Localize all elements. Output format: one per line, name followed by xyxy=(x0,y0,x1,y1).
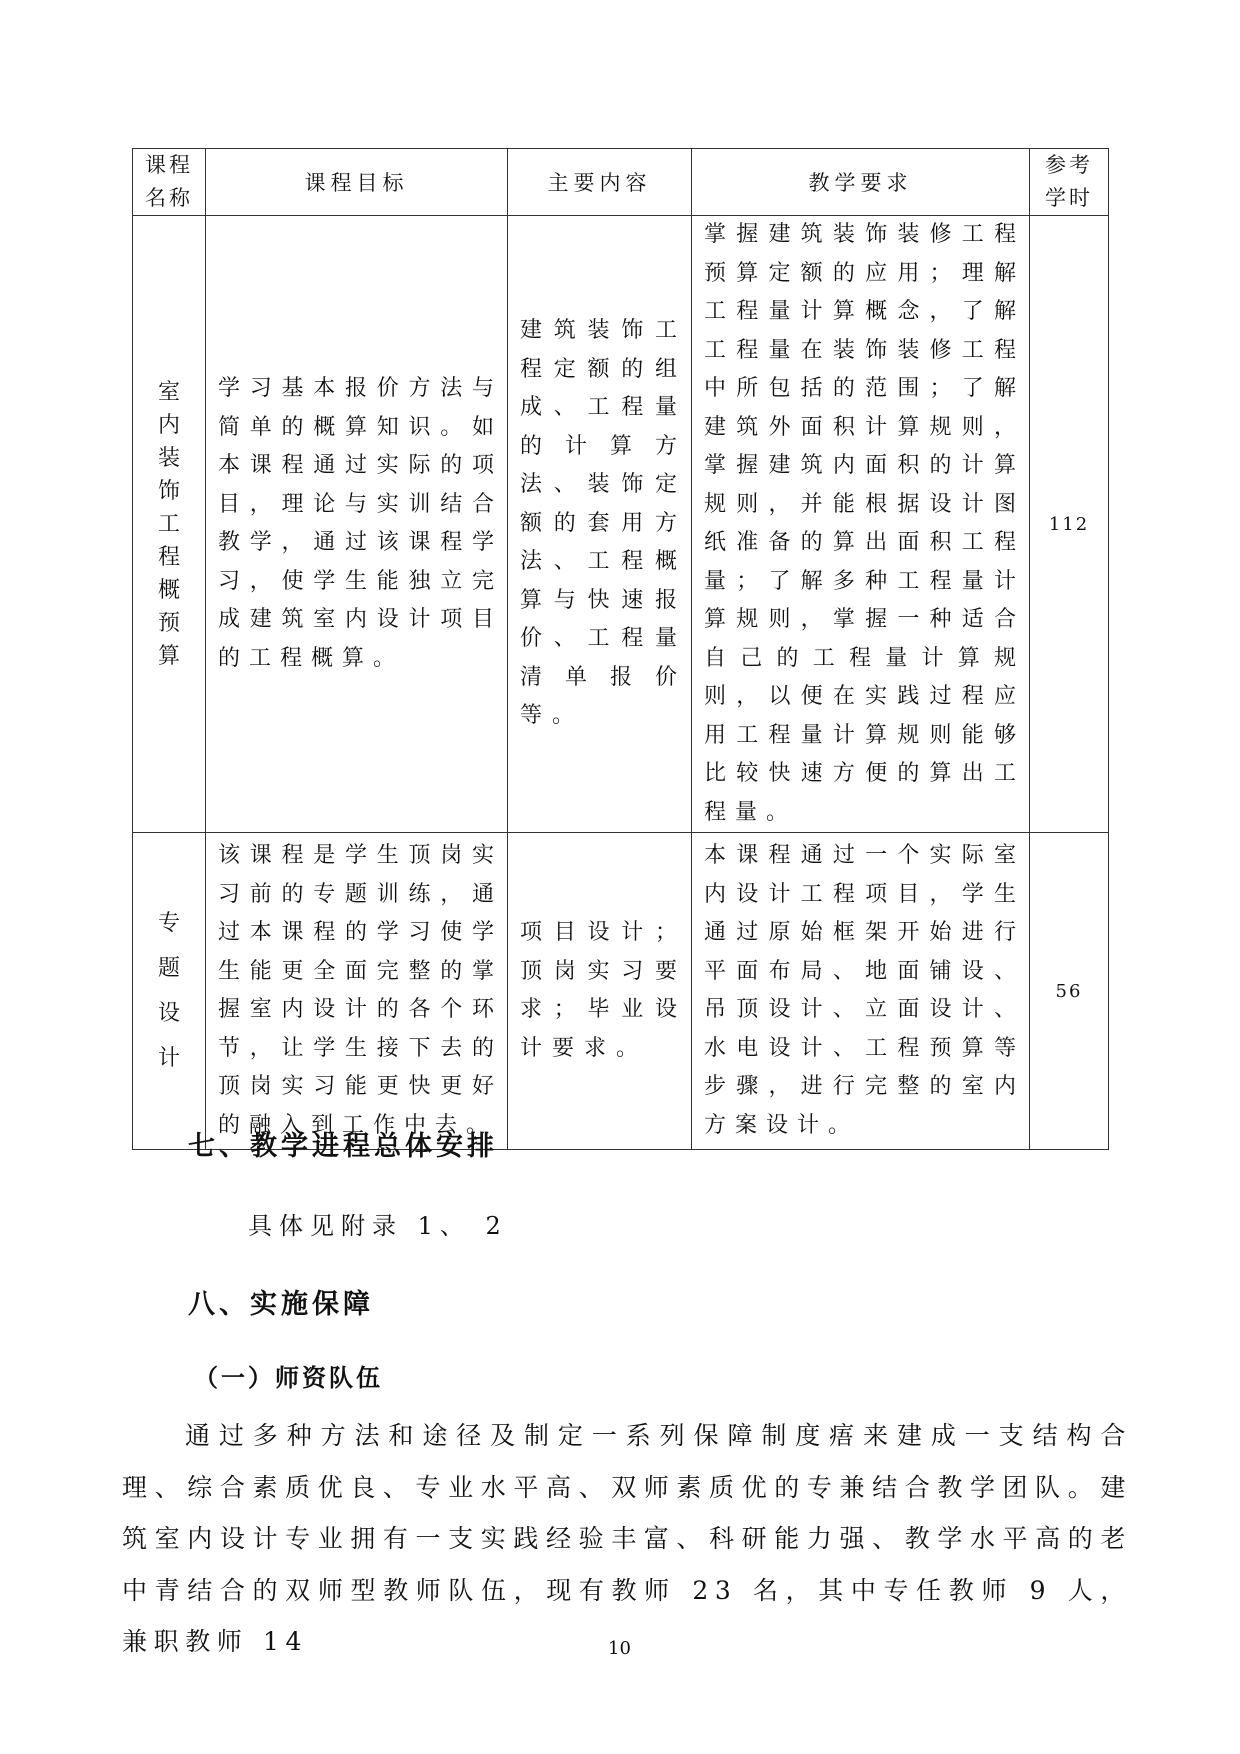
header-course-name-line1: 课程 xyxy=(145,153,193,177)
course-table xyxy=(132,148,1109,1150)
course-requirement-text: 掌握建筑装饰装修工程预算定额的应用；理解工程量计算概念，了解工程量在装饰装修工程中所包括的范围；了解建筑外面积计算规则，掌握建筑内面积的计算规则，并能根据设计图纸准备的算出面积工程量；了解多种工程量计算规则，掌握一种适合自己的工程量计算规则，以便在实践过程应用工程量计算规则能够比较快速方便的算出工程量。 xyxy=(704,222,1025,825)
course-name-char: 装 xyxy=(157,445,180,471)
course-name-char: 内 xyxy=(157,412,180,438)
course-name-cell xyxy=(133,216,206,833)
course-requirement-cell xyxy=(692,216,1030,833)
section-7-text: 具体见附录 1、 2 xyxy=(248,1212,508,1240)
header-hours xyxy=(1030,149,1109,216)
course-name-cell xyxy=(133,833,206,1150)
course-goal-text: 该课程是学生顶岗实习前的专题训练，通过本课程的学习使学生能更全面完整的掌握室内设计的各个环节，让学生接下去的顶岗实习能更快更好的融入到工作中去。 xyxy=(218,843,503,1138)
course-content-cell xyxy=(508,833,692,1150)
course-name-char: 专 xyxy=(157,911,180,936)
header-content: 主要内容 xyxy=(508,149,692,216)
course-name-char: 算 xyxy=(157,643,180,669)
course-requirement-text: 本课程通过一个实际室内设计工程项目，学生通过原始框架开始进行平面布局、地面铺设、吊顶设计、立面设计、水电设计、工程预算等步骤，进行完整的室内方案设计。 xyxy=(704,843,1025,1138)
header-goal: 课程目标 xyxy=(206,149,508,216)
course-name-char: 工 xyxy=(157,511,180,537)
course-goal-text: 学习基本报价方法与简单的概算知识。如本课程通过实际的项目，理论与实训结合教学，通过该课程学习，使学生能独立完成建筑室内设计项目的工程概算。 xyxy=(218,376,503,671)
table-header-row xyxy=(133,149,1109,216)
course-content-cell xyxy=(508,216,692,833)
course-name-char: 程 xyxy=(157,544,180,570)
course-requirement-cell xyxy=(692,833,1030,1150)
table-row xyxy=(133,833,1109,1150)
course-name-char: 饰 xyxy=(157,478,180,504)
course-content-text: 建筑装饰工程定额的组成、工程量的计算方法、装饰定额的套用方法、工程概算与快速报价、工程量清单报价等。 xyxy=(520,318,687,729)
course-name-vertical xyxy=(133,901,205,1081)
header-requirement: 教学要求 xyxy=(692,149,1030,216)
course-name-char: 计 xyxy=(157,1046,180,1071)
section-8-paragraph: 通过多种方法和途径及制定一系列保障制度痦来建成一支结构合理、综合素质优良、专业水平高、双师素质优的专兼结合教学团队。建筑室内设计专业拥有一支实践经验丰富、科研能力强、教学水平高的老中青结合的双师型教师队伍，现有教师 23 名，其中专任教师 9 人，兼职教师 14 xyxy=(122,1421,1132,1657)
header-hours-line1: 参考 xyxy=(1045,153,1093,177)
page-number: 10 xyxy=(608,1638,631,1659)
course-goal-cell xyxy=(206,216,508,833)
course-name-char: 概 xyxy=(157,577,180,603)
course-content-text: 项目设计；顶岗实习要求；毕业设计要求。 xyxy=(520,920,687,1061)
course-hours-cell: 112 xyxy=(1030,216,1109,833)
header-course-name xyxy=(133,149,206,216)
course-name-char: 设 xyxy=(157,1001,180,1026)
course-goal-cell xyxy=(206,833,508,1150)
course-name-char: 题 xyxy=(157,956,180,981)
section-8-heading: 八、实施保障 xyxy=(188,1289,374,1320)
header-hours-line2: 学时 xyxy=(1045,186,1093,210)
table-row xyxy=(133,216,1109,833)
course-name-char: 室 xyxy=(157,379,180,405)
section-8-subheading: （一）师资队伍 xyxy=(194,1364,383,1392)
course-hours-cell: 56 xyxy=(1030,833,1109,1150)
course-name-char: 预 xyxy=(157,610,180,636)
header-course-name-line2: 名称 xyxy=(145,186,193,210)
section-7-heading: 七、教学进程总体安排 xyxy=(188,1131,498,1162)
course-name-vertical xyxy=(133,376,205,673)
